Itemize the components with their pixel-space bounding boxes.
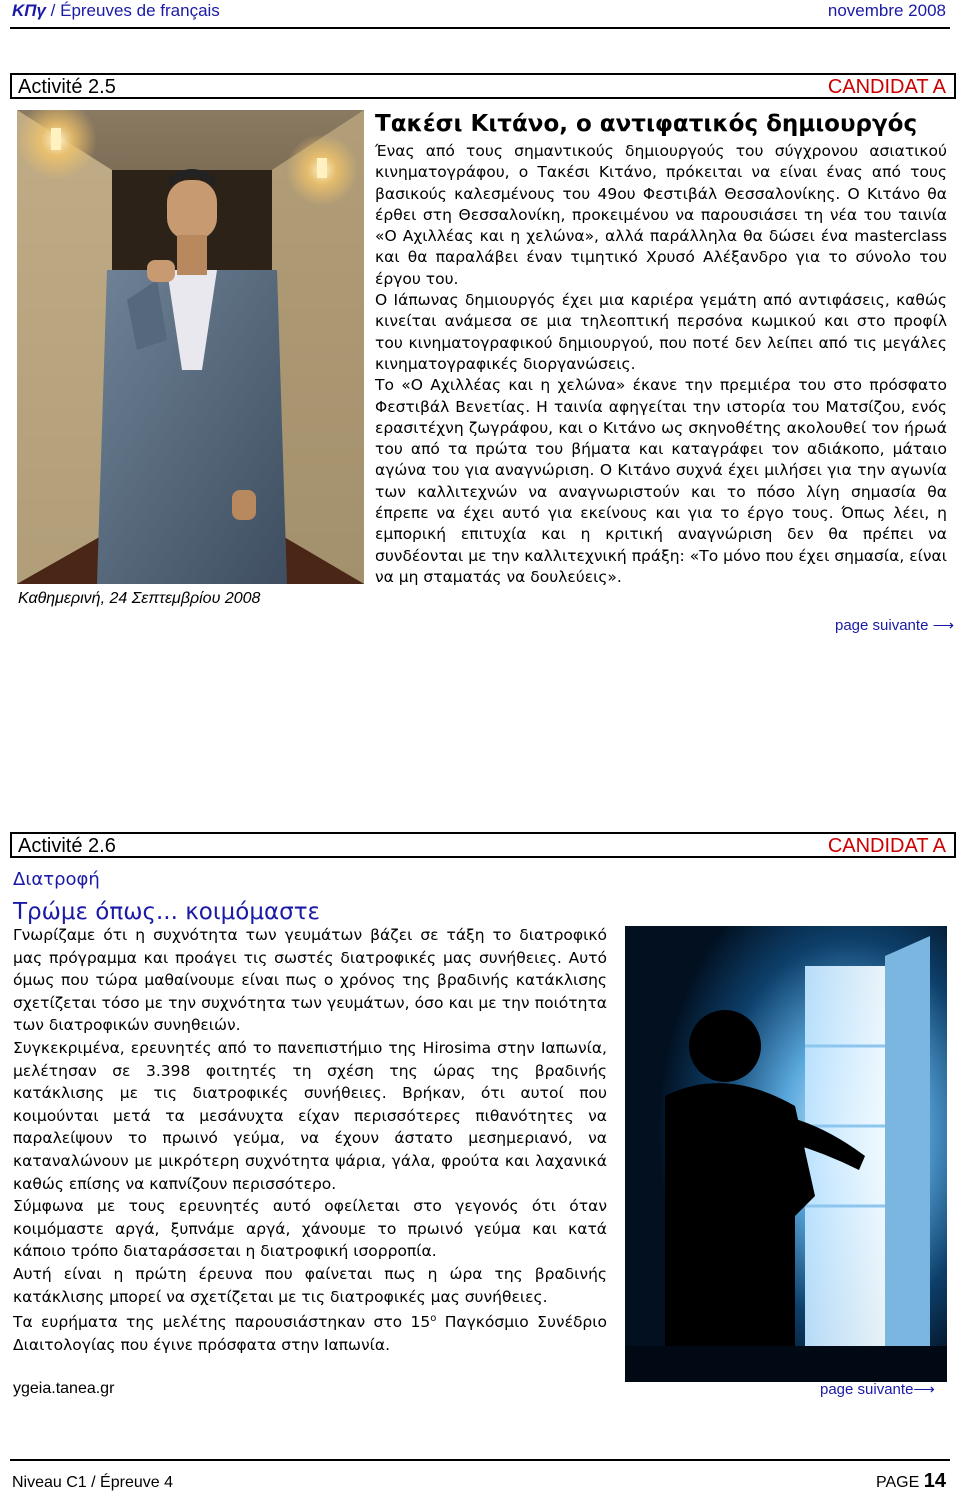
article-paragraph: Ένας από τους σημαντικούς δημιουργούς του σύγχρονου ασιατικού κινηματογράφου, ο Τακέσι Κιτάνο, πρόκειται να είναι ένας από τους βασικούς καλεσμένους του 49ου Φεστιβάλ Θεσσαλονίκης. Ο Κιτάνο θα έρθει στη Θεσσαλονίκη, προκειμένου να παρουσιάσει τη νέα του ταινία «Ο Αχιλλέας και η χελώνα», αλλά παράλληλα θα δώσει ένα masterclass και θα παραλάβει έναν τιμητικό Χρυσό Αλέξανδρο για το σύνολο του έργου του. [375, 142, 947, 288]
article-paragraph: Γνωρίζαμε ότι η συχνότητα των γευμάτων βάζει σε τάξη το διατροφικό μας πρόγραμμα και προάγει τις σωστές διατροφικές μας συνήθειες. Αυτό όμως που τώρα μαθαίνουμε είναι πως ο χρόνος της βραδινής κατάκλισης σχετίζεται τόσο με την συχνότητα των γευμάτων, όσο και με την ποιότητα των διατροφικών συνηθειών. [13, 926, 607, 1035]
page-number: 14 [923, 1470, 946, 1492]
article-paragraph: Το «Ο Αχιλλέας και η χελώνα» έκανε την πρεμιέρα του στο πρόσφατο Φεστιβάλ Βενετίας. Η ταινία αφηγείται την ιστορία του Ματσίζου, ενός ερασιτέχνη ζωγράφου, και ο Κιτάνο ως σκηνοθέτης ακολουθεί τον ήρωά του από τα πρώτα του βήματα και καταγράφει τον αδιάκοπο, μάταιο αγώνα του για αναγνώριση. Ο Κιτάνο συχνά έχει μιλήσει για την αγωνία των καλλιτεχνών να αναγνωριστούν και το πόσο λίγη σημασία θα έπρεπε να έχει αυτό για εκείνους και για το έργο τους. Όπως λέει, η εμπορική επιτυχία και η κριτική αναγνώριση δεν θα πρέπει να συνδέονται με την καλλιτεχνική πράξη: «Το μόνο που έχει σημασία, είναι να μη σταματάς να δουλεύεις». [375, 376, 947, 586]
fridge-silhouette-photo [625, 926, 947, 1382]
running-header-title [12, 1, 220, 21]
ordinal-superscript: ο [430, 1313, 437, 1325]
photo-caption [18, 590, 260, 608]
article-title: Τακέσι Κιτάνο, ο αντιφατικός δημιουργός [375, 111, 918, 137]
source-credit: ygeia.tanea.gr [13, 1380, 115, 1397]
section-heading: Διατροφή [13, 869, 100, 890]
article-body [13, 924, 607, 1356]
article-body [375, 141, 947, 588]
article-title: Τρώμε όπως... κοιμόμαστε [13, 899, 320, 925]
photo-caption-text: Καθημερινή, 24 Σεπτεμβρίου 2008 [18, 590, 261, 607]
paragraph-text: Τα ευρήματα της μελέτης παρουσιάστηκαν στο 15 [13, 1313, 431, 1332]
article-paragraph: Συγκεκριμένα, ερευνητές από το πανεπιστήμιο της Hirosima στην Ιαπωνία, μελέτησαν σε 3.398 φοιτητές τη σχέση της ώρας της βραδινής κατάκλισης με τις διατροφικές συνήθειες. Βρήκαν, ότι αυτοί που κοιμούνται μετά τα μεσάνυχτα είχαν περισσότερες πιθανότητες να παραλείψουν το πρωινό γεύμα, να έχουν άστατο μεσημεριανό, να καταναλώνουν με μικρότερη συχνότητα ψάρια, γάλα, φρούτα και λαχανικά καθώς επίσης να καπνίζουν περισσότερο. [13, 1038, 607, 1193]
candidate-label: CANDIDAT A [827, 835, 946, 857]
candidate-label: CANDIDAT A [827, 76, 946, 98]
next-page-link[interactable]: page suivante⟶ [820, 1381, 935, 1398]
article-paragraph [13, 1308, 607, 1356]
header-rule [10, 27, 950, 29]
activity-bar-2-6 [10, 832, 956, 858]
header-abbreviation: ΚΠγ [12, 1, 46, 20]
article-paragraph: Σύμφωνα με τους ερευνητές αυτό οφείλεται στο γεγονός ότι όταν κοιμόμαστε αργά, ξυπνάμε αργά, χάνουμε το πρωινό γεύμα και κατά κάποιο τρόπο διαταράσσεται η διατροφική ισορροπία. [13, 1197, 607, 1261]
footer-level: Niveau C1 / Épreuve 4 [12, 1474, 173, 1491]
activity-label: Activité 2.5 [18, 76, 116, 98]
activity-label: Activité 2.6 [18, 835, 116, 857]
header-subtitle: / Épreuves de français [45, 1, 220, 20]
activity-bar-2-5 [10, 73, 956, 99]
kitano-portrait-photo [17, 110, 364, 584]
next-page-link[interactable]: page suivante ⟶ [835, 617, 955, 634]
article-paragraph: Αυτή είναι η πρώτη έρευνα που φαίνεται πως η ώρα της βραδινής κατάκλισης μπορεί να σχετίζεται με τις διατροφικές μας συνήθειες. [13, 1264, 607, 1306]
article-paragraph: Ο Ιάπωνας δημιουργός έχει μια καριέρα γεμάτη από αντιφάσεις, καθώς κινείται ανάμεσα σε μια τηλεοπτική περσόνα κωμικού και στο προφίλ του κινηματογραφικού δημιουργού, που ποτέ δεν λείπει από τις μεγάλες κινηματογραφικές διοργανώσεις. [375, 291, 947, 373]
page-label: PAGE [876, 1474, 920, 1491]
paragraph-text: Παγκόσμιο Συνέδριο Διαιτολογίας που έγινε πρόσφατα στην Ιαπωνία. [13, 1313, 607, 1354]
footer-rule [10, 1459, 950, 1461]
running-header-date: novembre 2008 [827, 1, 946, 20]
footer-page [876, 1470, 946, 1493]
